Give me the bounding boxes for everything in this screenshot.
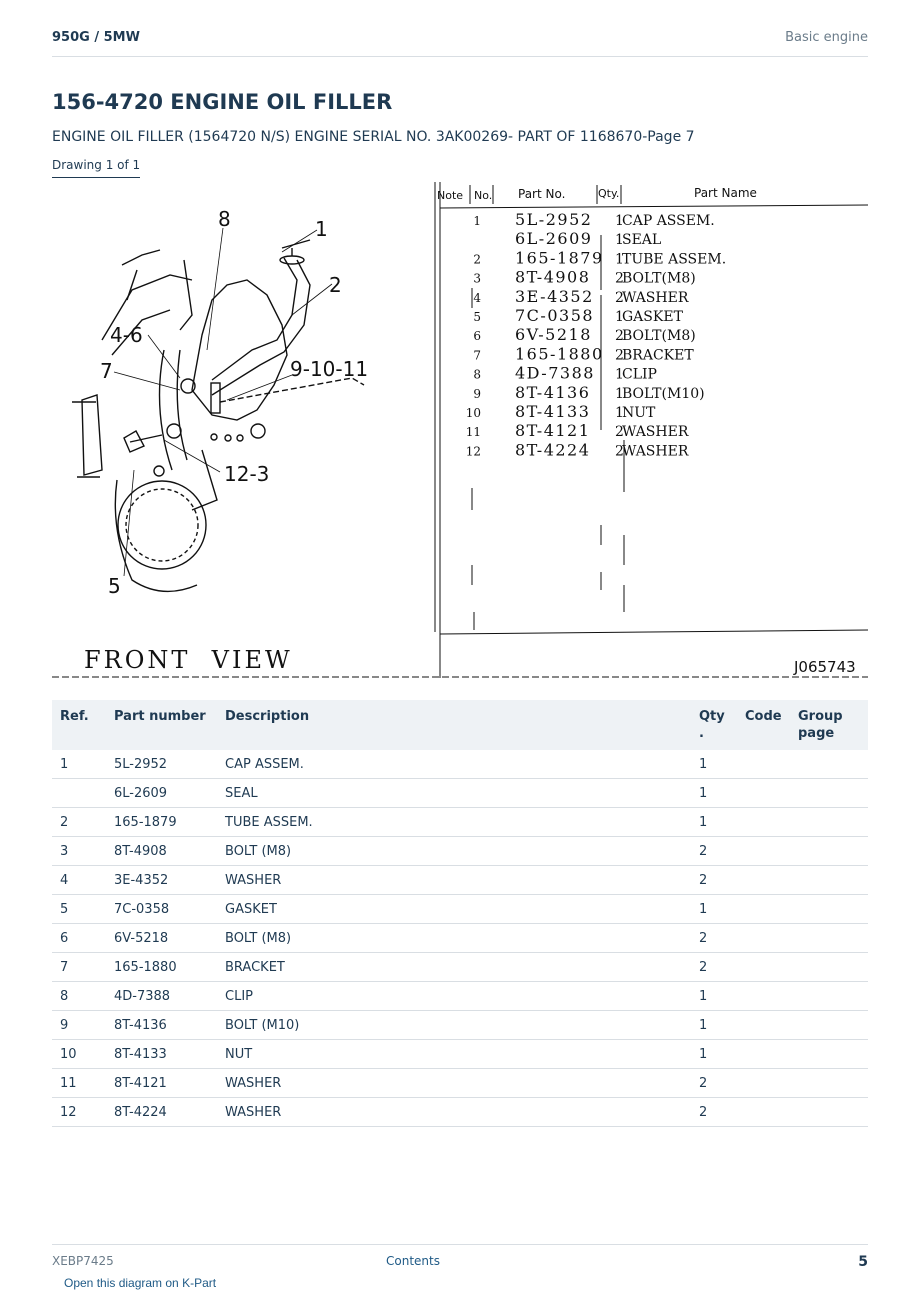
callout-label: 7	[100, 359, 113, 383]
list-row-part-name: WASHER	[622, 443, 689, 460]
list-header-no: No.	[474, 189, 493, 202]
list-row-part-no: 8T-4121	[515, 421, 591, 441]
callout-label: 4-6	[110, 323, 143, 347]
ref-cell: 4	[52, 866, 106, 895]
ref-cell: 11	[52, 1069, 106, 1098]
group-page-cell	[790, 982, 868, 1011]
table-row	[52, 924, 868, 953]
open-in-kpart-link[interactable]: Open this diagram on K-Part	[64, 1276, 217, 1290]
diagram-svg	[52, 180, 868, 680]
group-page-cell	[790, 808, 868, 837]
list-row-part-name: SEAL	[622, 232, 662, 249]
qty-cell: 1	[691, 779, 737, 808]
qty-cell: 2	[691, 924, 737, 953]
list-row-part-name: TUBE ASSEM.	[622, 251, 727, 268]
list-row-number: 6	[473, 329, 481, 344]
list-header-qty: Qty.	[598, 187, 620, 200]
list-row-number: 1	[473, 214, 481, 228]
drawing-selector-link[interactable]: Drawing 1 of 1	[52, 158, 140, 178]
qty-cell: 1	[691, 1040, 737, 1069]
list-row-qty: 1	[615, 405, 624, 421]
list-row-part-name: NUT	[622, 405, 656, 421]
code-cell	[737, 1098, 790, 1127]
list-row-qty: 2	[615, 289, 624, 306]
description-cell: WASHER	[217, 1069, 691, 1098]
list-row-qty: 1	[615, 251, 624, 268]
part-number-cell: 5L-2952	[106, 750, 217, 779]
list-row-part-name: BRACKET	[622, 347, 694, 364]
qty-cell: 1	[691, 982, 737, 1011]
description-cell: NUT	[217, 1040, 691, 1069]
group-page-cell	[790, 779, 868, 808]
description-cell: TUBE ASSEM.	[217, 808, 691, 837]
list-row-number: 4	[473, 290, 481, 305]
list-row-number: 11	[465, 425, 481, 440]
code-cell	[737, 1040, 790, 1069]
list-row-part-no: 4D-7388	[515, 363, 595, 383]
list-row-part-name: WASHER	[622, 289, 689, 306]
list-row-number: 8	[473, 367, 481, 382]
code-cell	[737, 779, 790, 808]
part-number-cell: 8T-4224	[106, 1098, 217, 1127]
callout-label: 9-10-11	[290, 357, 369, 381]
list-row-number: 10	[465, 406, 481, 420]
description-cell: BOLT (M8)	[217, 837, 691, 866]
table-row	[52, 982, 868, 1011]
qty-cell: 2	[691, 1098, 737, 1127]
part-number-cell: 165-1879	[106, 808, 217, 837]
qty-cell: 1	[691, 808, 737, 837]
code-cell	[737, 895, 790, 924]
list-row-part-no: 8T-4136	[515, 382, 591, 402]
list-row-part-no: 5L-2952	[515, 210, 593, 229]
code-cell	[737, 1011, 790, 1040]
list-row-number: 3	[473, 271, 481, 286]
part-number-cell: 8T-4136	[106, 1011, 217, 1040]
group-page-cell	[790, 895, 868, 924]
table-row	[52, 1011, 868, 1040]
group-page-cell	[790, 1011, 868, 1040]
list-row-part-no: 8T-4224	[515, 440, 591, 460]
part-number-cell: 3E-4352	[106, 866, 217, 895]
group-page-cell	[790, 1098, 868, 1127]
column-header-ref: Ref.	[52, 700, 106, 750]
description-cell: BOLT (M8)	[217, 924, 691, 953]
page-title: 156-4720 ENGINE OIL FILLER	[52, 90, 393, 114]
model-breadcrumb: 950G / 5MW	[52, 30, 140, 45]
part-number-cell: 165-1880	[106, 953, 217, 982]
callout-label: 2	[329, 273, 342, 297]
table-row	[52, 837, 868, 866]
qty-cell: 2	[691, 837, 737, 866]
list-header-part-name: Part Name	[694, 186, 757, 200]
table-row	[52, 895, 868, 924]
table-row	[52, 1098, 868, 1127]
part-number-cell: 6L-2609	[106, 779, 217, 808]
description-cell: BOLT (M10)	[217, 1011, 691, 1040]
ref-cell: 5	[52, 895, 106, 924]
table-row	[52, 953, 868, 982]
list-row-part-name: CLIP	[622, 366, 657, 383]
code-cell	[737, 953, 790, 982]
list-row-qty: 1	[615, 213, 624, 229]
ref-cell: 12	[52, 1098, 106, 1127]
table-row	[52, 808, 868, 837]
ref-cell: 6	[52, 924, 106, 953]
list-row-part-name: GASKET	[622, 309, 683, 325]
part-number-cell: 8T-4908	[106, 837, 217, 866]
list-row-part-name: CAP ASSEM.	[622, 213, 715, 229]
column-header-group-page: Group page	[790, 700, 868, 750]
page-number: 5	[858, 1254, 868, 1270]
code-cell	[737, 750, 790, 779]
ref-cell: 8	[52, 982, 106, 1011]
page-header	[52, 28, 868, 57]
group-page-cell	[790, 1040, 868, 1069]
list-row-qty: 2	[615, 424, 624, 441]
part-number-cell: 8T-4121	[106, 1069, 217, 1098]
list-row-part-no: 6L-2609	[515, 229, 593, 249]
group-page-cell	[790, 750, 868, 779]
list-row-number: 9	[473, 386, 481, 401]
code-cell	[737, 982, 790, 1011]
parts-diagram	[52, 180, 868, 680]
drawing-id-label: J065743	[794, 658, 856, 676]
list-header-part-no: Part No.	[518, 187, 566, 201]
list-row-part-no: 3E-4352	[515, 286, 594, 306]
description-cell: BRACKET	[217, 953, 691, 982]
description-cell: GASKET	[217, 895, 691, 924]
qty-cell: 1	[691, 895, 737, 924]
part-number-cell: 4D-7388	[106, 982, 217, 1011]
callout-label: 12-3	[224, 462, 270, 486]
part-number-cell: 8T-4133	[106, 1040, 217, 1069]
ref-cell	[52, 779, 106, 808]
column-header-part-number: Part number	[106, 700, 217, 750]
table-header-row	[52, 700, 868, 750]
table-row	[52, 866, 868, 895]
column-header-description: Description	[217, 700, 691, 750]
list-row-qty: 2	[615, 347, 624, 364]
part-number-cell: 6V-5218	[106, 924, 217, 953]
table-row	[52, 750, 868, 779]
list-row-part-name: BOLT(M10)	[622, 385, 705, 402]
page-footer	[52, 1244, 868, 1275]
list-row-qty: 1	[615, 232, 624, 249]
table-row	[52, 779, 868, 808]
list-row-number: 12	[465, 444, 481, 459]
ref-cell: 3	[52, 837, 106, 866]
code-cell	[737, 1069, 790, 1098]
ref-cell: 9	[52, 1011, 106, 1040]
list-row-qty: 2	[615, 270, 624, 287]
list-row-part-name: WASHER	[622, 424, 689, 441]
list-row-qty: 1	[615, 385, 624, 402]
group-page-cell	[790, 953, 868, 982]
ref-cell: 10	[52, 1040, 106, 1069]
list-row-part-no: 6V-5218	[515, 325, 592, 345]
list-row-part-no: 165-1879	[515, 248, 604, 268]
description-cell: WASHER	[217, 866, 691, 895]
list-row-part-name: BOLT(M8)	[622, 270, 696, 287]
group-page-cell	[790, 866, 868, 895]
list-row-number: 7	[473, 348, 481, 363]
parts-table	[52, 700, 868, 1127]
column-header-qty: Qty .	[691, 700, 737, 750]
code-cell	[737, 866, 790, 895]
list-row-qty: 2	[615, 328, 624, 345]
code-cell	[737, 837, 790, 866]
qty-cell: 1	[691, 1011, 737, 1040]
group-page-cell	[790, 837, 868, 866]
description-cell: WASHER	[217, 1098, 691, 1127]
contents-link[interactable]: Contents	[386, 1254, 440, 1268]
group-page-cell	[790, 1069, 868, 1098]
qty-cell: 2	[691, 1069, 737, 1098]
table-row	[52, 1040, 868, 1069]
qty-cell: 2	[691, 866, 737, 895]
callout-label: 5	[108, 574, 121, 598]
list-row-qty: 1	[615, 309, 624, 325]
list-row-qty: 1	[615, 366, 624, 383]
list-row-part-name: BOLT(M8)	[622, 328, 696, 345]
list-row-part-no: 8T-4908	[515, 267, 591, 287]
code-cell	[737, 808, 790, 837]
list-row-qty: 2	[615, 443, 624, 460]
table-row	[52, 1069, 868, 1098]
list-row-part-no: 7C-0358	[515, 306, 595, 325]
description-cell: CLIP	[217, 982, 691, 1011]
code-cell	[737, 924, 790, 953]
list-row-part-no: 165-1880	[515, 344, 604, 364]
qty-cell: 1	[691, 750, 737, 779]
section-label: Basic engine	[785, 30, 868, 45]
ref-cell: 7	[52, 953, 106, 982]
group-page-cell	[790, 924, 868, 953]
callout-label: 1	[315, 217, 328, 241]
list-row-number: 2	[473, 252, 481, 267]
column-header-code: Code	[737, 700, 790, 750]
list-row-part-no: 8T-4133	[515, 402, 591, 421]
ref-cell: 1	[52, 750, 106, 779]
list-row-number: 5	[473, 310, 481, 324]
qty-cell: 2	[691, 953, 737, 982]
document-id: XEBP7425	[52, 1254, 114, 1268]
part-number-cell: 7C-0358	[106, 895, 217, 924]
ref-cell: 2	[52, 808, 106, 837]
front-view-label: FRONT VIEW	[84, 646, 293, 674]
description-cell: SEAL	[217, 779, 691, 808]
description-cell: CAP ASSEM.	[217, 750, 691, 779]
page-subtitle: ENGINE OIL FILLER (1564720 N/S) ENGINE SERIAL NO. 3AK00269- PART OF 1168670-Page 7	[52, 129, 695, 145]
callout-label: 8	[218, 207, 231, 231]
list-header-note: Note	[437, 189, 464, 202]
